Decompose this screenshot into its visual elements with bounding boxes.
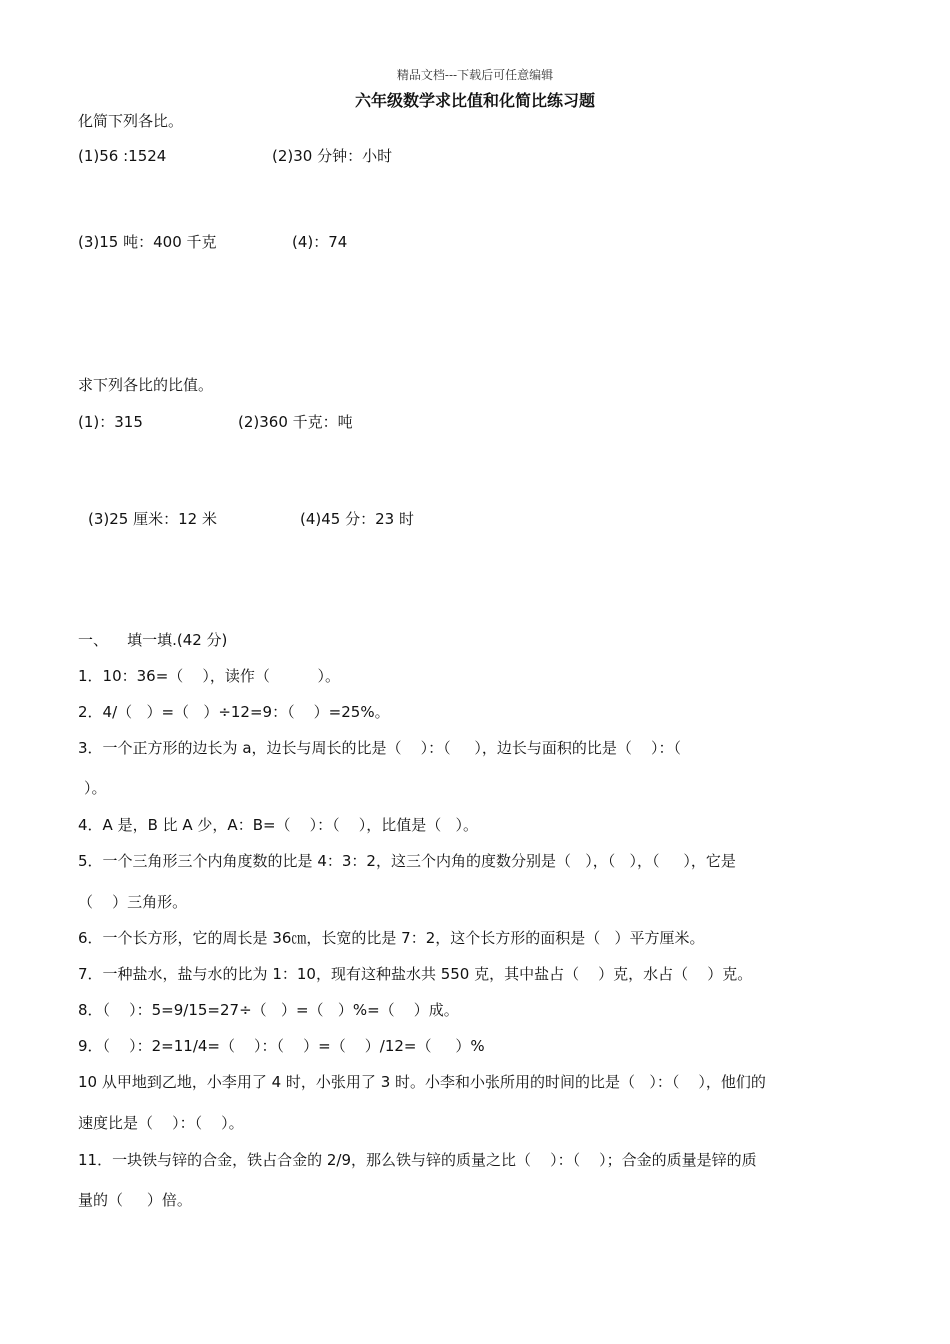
- simplify-item-4: (4)：74: [292, 233, 348, 251]
- fill-question-3-cont: ）。: [84, 779, 107, 797]
- fill-question-11-cont: 量的（ ）倍。: [78, 1191, 192, 1209]
- fill-question-9: 9．（ ）：2=11/4=（ ）：（ ）=（ ）/12=（ ）%: [78, 1037, 485, 1055]
- simplify-item-2: (2)30 分钟：小时: [272, 147, 393, 165]
- fill-question-10: 10 从甲地到乙地，小李用了 4 时，小张用了 3 时。小李和小张所用的时间的比是（ ）：（ ），他们的: [78, 1073, 766, 1091]
- fill-question-10-cont: 速度比是（ ）：（ ）。: [78, 1114, 244, 1132]
- ratio-value-item-3: (3)25 厘米：12 米: [88, 510, 217, 528]
- fill-question-5: 5．一个三角形三个内角度数的比是 4：3：2，这三个内角的度数分别是（ ），（ ），（ ），它是: [78, 852, 736, 870]
- fill-question-5-cont: （ ）三角形。: [78, 893, 188, 911]
- fill-question-3: 3．一个正方形的边长为 a，边长与周长的比是（ ）：（ ），边长与面积的比是（ ）：（: [78, 739, 681, 757]
- ratio-value-item-4: (4)45 分：23 时: [300, 510, 414, 528]
- fill-question-2: 2．4/（ ）=（ ）÷12=9：（ ）=25%。: [78, 703, 390, 721]
- ratio-value-item-2: (2)360 千克：吨: [238, 413, 353, 431]
- header-note: 精品文档---下载后可任意编辑: [396, 68, 554, 82]
- fill-question-1: 1．10：36=（ ），读作（ ）。: [78, 667, 341, 685]
- simplify-item-3: (3)15 吨：400 千克: [78, 233, 217, 251]
- simplify-heading: 化简下列各比。: [78, 112, 184, 130]
- ratio-value-item-1: (1)：315: [78, 413, 143, 431]
- fill-heading: 一、 填一填.(42 分): [78, 631, 228, 649]
- simplify-item-1: (1)56 :1524: [78, 147, 167, 165]
- fill-question-4: 4．A 是，B 比 A 少，A：B=（ ）：（ ），比值是（ ）。: [78, 816, 478, 834]
- page-title: 六年级数学求比值和化简比练习题: [354, 91, 595, 110]
- fill-question-8: 8．（ ）：5=9/15=27÷（ ）=（ ）%=（ ）成。: [78, 1001, 459, 1019]
- fill-question-6: 6．一个长方形，它的周长是 36㎝，长宽的比是 7：2，这个长方形的面积是（ ）平方厘米。: [78, 929, 705, 947]
- ratio-value-heading: 求下列各比的比值。: [78, 376, 214, 394]
- fill-question-11: 11．一块铁与锌的合金，铁占合金的 2/9，那么铁与锌的质量之比（ ）：（ ）；合金的质量是锌的质: [78, 1151, 757, 1169]
- fill-question-7: 7．一种盐水，盐与水的比为 1：10，现有这种盐水共 550 克，其中盐占（ ）克，水占（ ）克。: [78, 965, 753, 983]
